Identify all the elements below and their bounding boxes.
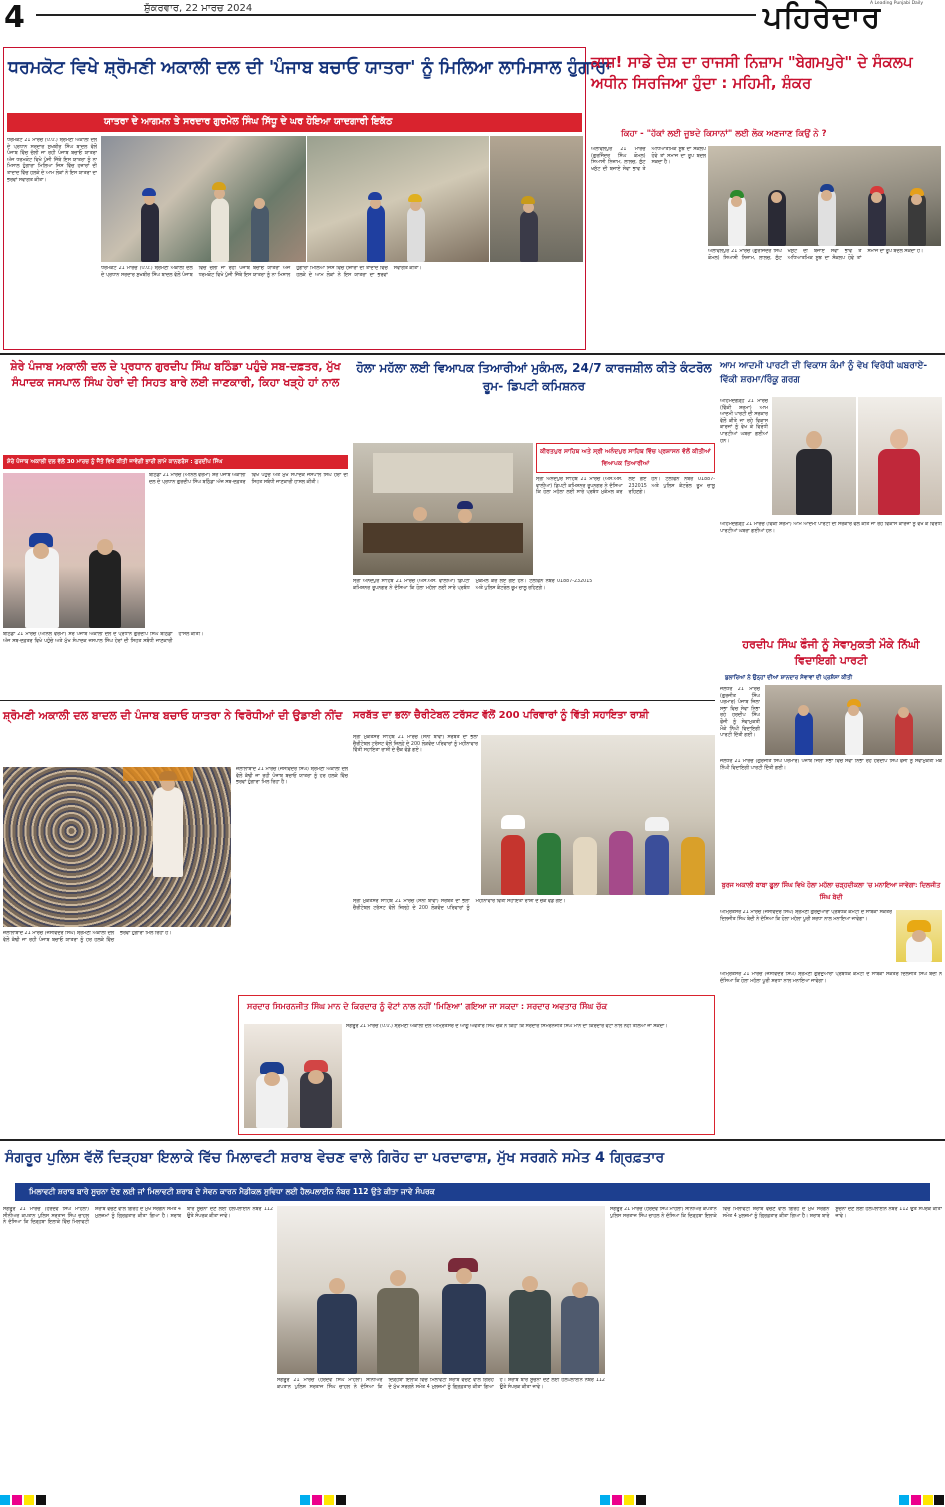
hardeep-body-left: ਜਲੰਧਰ 21 ਮਾਰਚ (ਗੁਰਜੀਤ ਸਿੰਘ ਪਰਮਾਰ) ਪੰਜਾਬ ਜਿਲਾ ਸਭਾ ਵਿਚ ਸੇਵਾ ਨਿਭਾ ਰਹੇ ਹਰਦੀਪ ਸਿੰਘ ਫੌਜੀ ਨੂੰ ਸੇਵਾਮੁਕਤੀ ਮੌਕੇ ਨਿੱਘੀ ਵਿਦਾਇਗੀ ਪਾਰਟੀ ਦਿੱਤੀ ਗਈ।: [720, 687, 760, 739]
right-top-headline: ਕਾਸ਼! ਸਾਡੇ ਦੇਸ਼ ਦਾ ਰਾਜਸੀ ਨਿਜ਼ਾਮ "ਬੇਗਮਪੁਰੇ" ਦੇ ਸੰਕਲਪ ਅਧੀਨ ਸਿਰਜਿਆ ਹੁੰਦਾ : ਮਹਿਮੀ, ਸ਼ੰਕਰ: [591, 53, 913, 92]
lead-photo-1: [101, 136, 306, 262]
aap-body-left: ਅਹਿਮਦਗੜ੍ਹ 21 ਮਾਰਚ (ਵਿੱਕੀ ਸ਼ਰਮਾ) ਆਮ ਆਦਮੀ ਪਾਰਟੀ ਦੀ ਸਰਕਾਰ ਵੱਲੋਂ ਕੀਤੇ ਜਾ ਰਹੇ ਵਿਕਾਸ ਕਾਰਜਾਂ ਨੂੰ ਵੇਖ ਕੇ ਵਿਰੋਧੀ ਪਾਰਟੀਆਂ ਘਬਰਾ ਗਈਆਂ ਹਨ।: [720, 399, 768, 444]
mela-story: [720, 880, 942, 1135]
hardeep-photo: [765, 685, 942, 755]
gurdeep-body-bottom: ਬਠਿੰਡਾ 21 ਮਾਰਚ (ਅਨਿਲ ਵਰਮਾ) ਸ਼ੇਰੇ ਪੰਜਾਬ ਅਕਾਲੀ ਦਲ ਦੇ ਪ੍ਰਧਾਨ ਗੁਰਦੀਪ ਸਿੰਘ ਬਠਿੰਡਾ ਅੱਜ ਸਬ-ਦਫ਼ਤਰ ਵਿਖੇ ਪਹੁੰਚੇ ਅਤੇ ਮੁੱਖ ਸੰਪਾਦਕ ਜਸਪਾਲ ਸਿੰਘ ਹੇਰਾਂ ਦੀ ਸਿਹਤ ਸਬੰਧੀ ਜਾਣਕਾਰੀ ਹਾਸਲ ਕੀਤੀ।: [3, 632, 204, 644]
hardeep-headline: ਹਰਦੀਪ ਸਿੰਘ ਫੌਜੀ ਨੂੰ ਸੇਵਾਮੁਕਤੀ ਮੌਕੇ ਨਿੱਘੀ ਵਿਦਾਇਗੀ ਪਾਰਟੀ: [742, 638, 920, 667]
gurdeep-body-right: ਬਠਿੰਡਾ 21 ਮਾਰਚ (ਅਨਿਲ ਵਰਮਾ) ਸ਼ੇਰੇ ਪੰਜਾਬ ਅਕਾਲੀ ਦਲ ਦੇ ਪ੍ਰਧਾਨ ਗੁਰਦੀਪ ਸਿੰਘ ਬਠਿੰਡਾ ਅੱਜ ਸਬ-ਦਫ਼ਤਰ ਵਿਖੇ ਪਹੁੰਚੇ ਅਤੇ ਮੁੱਖ ਸੰਪਾਦਕ ਜਸਪਾਲ ਸਿੰਘ ਹੇਰਾਂ ਦੀ ਸਿਹਤ ਸਬੰਧੀ ਜਾਣਕਾਰੀ ਹਾਸਲ ਕੀਤੀ।: [149, 473, 348, 485]
paper-tagline: A Leading Punjabi Daily: [870, 1, 923, 6]
masthead-date: ਸ਼ੁੱਕਰਵਾਰ, 22 ਮਾਰਚ 2024: [138, 3, 258, 14]
sarbat-body-left: ਸ੍ਰੀ ਮੁਕਤਸਰ ਸਾਹਿਬ 21 ਮਾਰਚ (ਸੰਨੀ ਬਾਵਾ) ਸਰਬੱਤ ਦਾ ਭਲਾ ਚੈਰੀਟੇਬਲ ਟਰੱਸਟ ਵੱਲੋਂ ਜ਼ਿਲ੍ਹੇ ਦੇ 200 ਲੋੜਵੰਦ ਪਰਿਵਾਰਾਂ ਨੂੰ ਮਹੀਨਾਵਾਰ ਵਿੱਤੀ ਸਹਾਇਤਾ ਰਾਸ਼ੀ ਦੇ ਚੈੱਕ ਵੰਡੇ ਗਏ।: [353, 735, 478, 754]
section-divider-2: [0, 700, 715, 701]
gurdeep-photo: [3, 473, 145, 628]
bottom-headline: ਸੰਗਰੂਰ ਪੁਲਿਸ ਵੱਲੋਂ ਦਿੜ੍ਹਬਾ ਇਲਾਕੇ ਵਿੱਚ ਮਿਲਾਵਟੀ ਸ਼ਰਾਬ ਵੇਚਣ ਵਾਲੇ ਗਿਰੋਹ ਦਾ ਪਰਦਾਫਾਸ਼, ਮੁੱਖ ਸਰਗਨੇ ਸਮੇਤ 4 ਗ੍ਰਿਫ਼ਤਾਰ: [5, 1150, 665, 1166]
aap-photo-1: [772, 397, 856, 515]
bottom-body-right: ਸੰਗਰੂਰ 21 ਮਾਰਚ (ਹਰਦੇਵ ਸਿੰਘ ਮਾਹਲਾ) ਸੀਨੀਅਰ ਕਪਤਾਨ ਪੁਲਿਸ ਸਰਤਾਜ ਸਿੰਘ ਚਾਹਲ ਨੇ ਦੱਸਿਆ ਕਿ ਦਿੜ੍ਹਬਾ ਇਲਾਕੇ ਵਿੱਚ ਮਿਲਾਵਟੀ ਸ਼ਰਾਬ ਵੇਚਣ ਵਾਲੇ ਗਿਰੋਹ ਦੇ ਮੁੱਖ ਸਰਗਨੇ ਸਮੇਤ 4 ਮੁਲਜ਼ਮਾਂ ਨੂੰ ਗ੍ਰਿਫ਼ਤਾਰ ਕੀਤਾ ਗਿਆ ਹੈ। ਸ਼ਰਾਬ ਬਾਰੇ ਸੂਚਨਾ ਦੇਣ ਲਈ ਹੈਲਪਲਾਈਨ ਨੰਬਰ 112 ਉਤੇ ਸੰਪਰਕ ਕੀਤਾ ਜਾਵੇ।: [610, 1207, 942, 1219]
paper-name: ਪਹਿਰੇਦਾਰ: [763, 0, 882, 35]
hola-body-bottom: ਸ੍ਰੀ ਅਨੰਦਪੁਰ ਸਾਹਿਬ 21 ਮਾਰਚ (ਐਸ.ਐਸ. ਵਾਲੀਆ) ਡਿਪਟੀ ਕਮਿਸ਼ਨਰ ਰੂਪਨਗਰ ਨੇ ਦੱਸਿਆ ਕਿ ਹੋਲਾ ਮਹੱਲਾ ਲਈ ਸਾਰੇ ਪ੍ਰਬੰਧ ਮੁਕੰਮਲ ਕਰ ਲਏ ਗਏ ਹਨ। ਟੈਲੀਫੋਨ ਨੰਬਰ 01887-232015 ਅਤੇ ਪੁਲਿਸ ਕੰਟਰੋਲ ਰੂਮ ਚਾਲੂ ਰਹਿਣਗੇ।: [353, 579, 593, 591]
lead-photo-2: [307, 136, 489, 262]
section-divider: [0, 353, 945, 355]
mela-body-top: ਅੰਮ੍ਰਿਤਸਰ 21 ਮਾਰਚ (ਜਸਵਿੰਦਰ ਸਿੰਘ) ਸ਼੍ਰੋਮਣੀ ਗੁਰਦੁਆਰਾ ਪ੍ਰਬੰਧਕ ਕਮੇਟੀ ਦੇ ਸਾਬਕਾ ਸਕੱਤਰ ਦਿਲਜੀਤ ਸਿੰਘ ਬੇਦੀ ਨੇ ਦੱਸਿਆ ਕਿ ਹੋਲਾ ਮਹੱਲਾ ਪੂਰੀ ਸ਼ਰਧਾ ਨਾਲ ਮਨਾਇਆ ਜਾਵੇਗਾ।: [720, 910, 892, 922]
lead-body-main: ਧਰਮਕੋਟ 21 ਮਾਰਚ (ਪ.ਪ.) ਸ਼੍ਰੋਮਣੀ ਅਕਾਲੀ ਦਲ ਦੇ ਪ੍ਰਧਾਨ ਸਰਦਾਰ ਸੁਖਬੀਰ ਸਿੰਘ ਬਾਦਲ ਵੱਲੋਂ ਪੰਜਾਬ ਵਿੱਚ ਚੱਲੀ ਜਾ ਰਹੀ ਪੰਜਾਬ ਬਚਾਓ ਯਾਤਰਾ ਅੱਜ ਧਰਮਕੋਟ ਵਿਖੇ ਪੁੱਜੀ ਜਿੱਥੇ ਇਸ ਯਾਤਰਾ ਨੂੰ ਨਾ ਮਿਸਾਲ ਹੁੰਗਾਰਾ ਮਿਲਿਆ ਜਿਸ ਵਿੱਚ ਹਜ਼ਾਰਾਂ ਦੀ ਤਾਦਾਦ ਵਿੱਚ ਹਲਕੇ ਦੇ ਆਮ ਲੋਕਾਂ ਨੇ ਇਸ ਯਾਤਰਾ ਦਾ ਭਰਵਾਂ ਸਵਾਗਤ ਕੀਤਾ।: [101, 266, 422, 278]
sarbat-story: [353, 705, 715, 990]
hardeep-story: [720, 635, 942, 875]
simranjit-photo: [244, 1024, 342, 1128]
hola-headline: ਹੋਲਾ ਮਹੱਲਾ ਲਈ ਵਿਆਪਕ ਤਿਆਰੀਆਂ ਮੁਕੰਮਲ, 24/7 ਕਾਰਜਸ਼ੀਲ ਕੀਤੇ ਕੰਟਰੋਲ ਰੂਮ- ਡਿਪਟੀ ਕਮਿਸ਼ਨਰ: [356, 361, 712, 393]
right-top-story: [591, 47, 942, 350]
lead-headline: ਧਰਮਕੋਟ ਵਿਖੇ ਸ਼੍ਰੋਮਣੀ ਅਕਾਲੀ ਦਲ ਦੀ 'ਪੰਜਾਬ ਬਚਾਓ ਯਾਤਰਾ' ਨੂੰ ਮਿਲਿਆ ਲਾਮਿਸਾਲ ਹੁੰਗਾਰਾ: [8, 58, 612, 78]
right-top-photo: [708, 146, 941, 246]
gurdeep-story: [3, 357, 348, 697]
mela-headline: ਬੁਰਜ ਅਕਾਲੀ ਬਾਬਾ ਫੂਲਾ ਸਿੰਘ ਵਿਖੇ ਹੋਲਾ ਮਹੱਲਾ ਚੜ੍ਹਦੀਕਲਾ 'ਚ ਮਨਾਇਆ ਜਾਵੇਗਾ: ਦਿਲਜੀਤ ਸਿੰਘ ਬੇਦੀ: [721, 882, 941, 901]
right-top-body-1: ਅਲਾਵਲਪੁਰ 21 ਮਾਰਚ (ਗੁਰਜਿੰਦਰ ਸਿੰਘ ਕੋਮਲ) ਸਿਆਸੀ ਨਿਜ਼ਾਮ, ਲਾਲਚ, ਲੁੱਟ ਖਸੁੱਟ ਦੀ ਬਜਾਏ ਸੇਵਾ ਭਾਵ ਤੇ ਅਧਿਆਤਮਿਕ ਸੂਝ ਦਾ ਸੰਕਲਪ ਹੋਵੇ ਤਾਂ ਸਮਾਜ ਦਾ ਰੂਪ ਬਦਲ ਸਕਦਾ ਹੈ।: [591, 147, 706, 172]
lead-body-col1: ਧਰਮਕੋਟ 21 ਮਾਰਚ (ਪ.ਪ.) ਸ਼੍ਰੋਮਣੀ ਅਕਾਲੀ ਦਲ ਦੇ ਪ੍ਰਧਾਨ ਸਰਦਾਰ ਸੁਖਬੀਰ ਸਿੰਘ ਬਾਦਲ ਵੱਲੋਂ ਪੰਜਾਬ ਵਿੱਚ ਚੱਲੀ ਜਾ ਰਹੀ ਪੰਜਾਬ ਬਚਾਓ ਯਾਤਰਾ ਅੱਜ ਧਰਮਕੋਟ ਵਿਖੇ ਪੁੱਜੀ ਜਿੱਥੇ ਇਸ ਯਾਤਰਾ ਨੂੰ ਨਾ ਮਿਸਾਲ ਹੁੰਗਾਰਾ ਮਿਲਿਆ ਜਿਸ ਵਿੱਚ ਹਜ਼ਾਰਾਂ ਦੀ ਤਾਦਾਦ ਵਿੱਚ ਹਲਕੇ ਦੇ ਆਮ ਲੋਕਾਂ ਨੇ ਇਸ ਯਾਤਰਾ ਦਾ ਭਰਵਾਂ ਸਵਾਗਤ ਕੀਤਾ।: [7, 138, 97, 183]
hola-story: [353, 357, 715, 697]
print-color-bar: [0, 1493, 945, 1507]
right-top-body-2: ਅਲਾਵਲਪੁਰ 21 ਮਾਰਚ (ਗੁਰਜਿੰਦਰ ਸਿੰਘ ਕੋਮਲ) ਸਿਆਸੀ ਨਿਜ਼ਾਮ, ਲਾਲਚ, ਲੁੱਟ ਖਸੁੱਟ ਦੀ ਬਜਾਏ ਸੇਵਾ ਭਾਵ ਤੇ ਅਧਿਆਤਮਿਕ ਸੂਝ ਦਾ ਸੰਕਲਪ ਹੋਵੇ ਤਾਂ ਸਮਾਜ ਦਾ ਰੂਪ ਬਦਲ ਸਕਦਾ ਹੈ।: [708, 249, 924, 261]
mela-photo: [896, 910, 942, 962]
opposition-photo: [3, 767, 231, 927]
hola-subhead: ਕੀਰਤਪੁਰ ਸਾਹਿਬ ਅਤੇ ਸ੍ਰੀ ਅਨੰਦਪੁਰ ਸਾਹਿਬ ਵਿੱਚ ਪ੍ਰਸ਼ਾਸਨ ਵੱਲੋਂ ਕੀਤੀਆਂ ਵਿਆਪਕ ਤਿਆਰੀਆਂ: [540, 448, 711, 467]
hardeep-body: ਜਲੰਧਰ 21 ਮਾਰਚ (ਗੁਰਜੀਤ ਸਿੰਘ ਪਰਮਾਰ) ਪੰਜਾਬ ਜਿਲਾ ਸਭਾ ਵਿਚ ਸੇਵਾ ਨਿਭਾ ਰਹੇ ਹਰਦੀਪ ਸਿੰਘ ਫੌਜੀ ਨੂੰ ਸੇਵਾਮੁਕਤੀ ਮੌਕੇ ਨਿੱਘੀ ਵਿਦਾਇਗੀ ਪਾਰਟੀ ਦਿੱਤੀ ਗਈ।: [720, 759, 942, 771]
sarbat-headline: ਸਰਬੱਤ ਦਾ ਭਲਾ ਚੈਰੀਟੇਬਲ ਟਰੱਸਟ ਵੱਲੋਂ 200 ਪਰਿਵਾਰਾਂ ਨੂੰ ਵਿੱਤੀ ਸਹਾਇਤਾ ਰਾਸ਼ੀ: [353, 710, 649, 721]
right-top-kicker: ਕਿਹਾ - "ਹੱਕਾਂ ਲਈ ਜੂਝਦੇ ਕਿਸਾਨਾਂ" ਲਈ ਲੋਕ ਅਣਜਾਣ ਕਿਉਂ ਨੇ ?: [621, 129, 827, 139]
simranjit-body: ਸੰਗਰੂਰ 21 ਮਾਰਚ (ਪ.ਪ.) ਸ਼੍ਰੋਮਣੀ ਅਕਾਲੀ ਦਲ ਅੰਮ੍ਰਿਤਸਰ ਦੇ ਆਗੂ ਅਵਤਾਰ ਸਿੰਘ ਚੱਕ ਨੇ ਕਿਹਾ ਕਿ ਸਰਦਾਰ ਸਿਮਰਨਜੀਤ ਸਿੰਘ ਮਾਨ ਦਾ ਕਿਰਦਾਰ ਵੋਟਾਂ ਨਾਲ ਨਹੀਂ ਤੋਲਿਆ ਜਾ ਸਕਦਾ।: [346, 1024, 668, 1029]
lead-subhead: ਯਾਤਰਾ ਦੇ ਆਗਮਨ ਤੇ ਸਰਦਾਰ ਗੁਰਮੇਲ ਸਿੰਘ ਸਿੱਧੂ ਦੇ ਘਰ ਹੋਇਆ ਯਾਦਗਾਰੀ ਇਕੱਠ: [104, 116, 393, 127]
gurdeep-subhead: ਸ਼ੇਰੇ ਪੰਜਾਬ ਅਕਾਲੀ ਦਲ ਵੱਲੋਂ 30 ਮਾਰਚ ਨੂੰ ਜੈਤੋ ਵਿਖੇ ਕੀਤੀ ਜਾਵੇਗੀ ਭਾਰੀ ਲਾਮੇ ਕਾਨਫਰੰਸ : ਗੁਰਦੀਪ ਸਿੰਘ: [3, 455, 348, 469]
gurdeep-headline: ਸ਼ੇਰੇ ਪੰਜਾਬ ਅਕਾਲੀ ਦਲ ਦੇ ਪ੍ਰਧਾਨ ਗੁਰਦੀਪ ਸਿੰਘ ਬਠਿੰਡਾ ਪਹੁੰਚੇ ਸਬ-ਦਫ਼ਤਰ, ਮੁੱਖ ਸੰਪਾਦਕ ਜਸਪਾਲ ਸਿੰਘ ਹੇਰਾਂ ਦੀ ਸਿਹਤ ਬਾਰੇ ਲਈ ਜਾਣਕਾਰੀ, ਕਿਹਾ ਖੜ੍ਹੇ ਹਾਂ ਨਾਲ: [10, 360, 341, 389]
hardeep-kicker: ਬੁਲਾਰਿਆਂ ਨੇ ਉਨ੍ਹਾਂ ਦੀਆਂ ਸ਼ਾਨਦਾਰ ਸੇਵਾਵਾਂ ਦੀ ਪ੍ਰਸ਼ੰਸਾ ਕੀਤੀ: [725, 675, 853, 681]
simranjit-story: [238, 995, 715, 1135]
aap-headline: ਆਮ ਆਦਮੀ ਪਾਰਟੀ ਦੀ ਵਿਕਾਸ ਕੰਮਾਂ ਨੂੰ ਵੇਖ ਵਿਰੋਧੀ ਘਬਰਾਏ-ਵਿੱਕੀ ਸ਼ਰਮਾ/ਰਿੰਕੂ ਗਰਗ: [720, 361, 928, 385]
lead-photo-3: [490, 136, 583, 262]
mela-body: ਅੰਮ੍ਰਿਤਸਰ 21 ਮਾਰਚ (ਜਸਵਿੰਦਰ ਸਿੰਘ) ਸ਼੍ਰੋਮਣੀ ਗੁਰਦੁਆਰਾ ਪ੍ਰਬੰਧਕ ਕਮੇਟੀ ਦੇ ਸਾਬਕਾ ਸਕੱਤਰ ਦਿਲਜੀਤ ਸਿੰਘ ਬੇਦੀ ਨੇ ਦੱਸਿਆ ਕਿ ਹੋਲਾ ਮਹੱਲਾ ਪੂਰੀ ਸ਼ਰਧਾ ਨਾਲ ਮਨਾਇਆ ਜਾਵੇਗਾ।: [720, 972, 942, 984]
bottom-subhead: ਮਿਲਾਵਟੀ ਸ਼ਰਾਬ ਬਾਰੇ ਸੂਚਨਾ ਦੇਣ ਲਈ ਜਾਂ ਮਿਲਾਵਟੀ ਸ਼ਰਾਬ ਦੇ ਸੇਵਨ ਕਾਰਨ ਮੈਡੀਕਲ ਸੁਵਿਧਾ ਲਈ ਹੈਲਪਲਾਈਨ ਨੰਬਰ 112 ਉਤੇ ਕੀਤਾ ਜਾਵੇ ਸੰਪਰਕ: [15, 1183, 930, 1201]
sarbat-body-bottom: ਸ੍ਰੀ ਮੁਕਤਸਰ ਸਾਹਿਬ 21 ਮਾਰਚ (ਸੰਨੀ ਬਾਵਾ) ਸਰਬੱਤ ਦਾ ਭਲਾ ਚੈਰੀਟੇਬਲ ਟਰੱਸਟ ਵੱਲੋਂ ਜ਼ਿਲ੍ਹੇ ਦੇ 200 ਲੋੜਵੰਦ ਪਰਿਵਾਰਾਂ ਨੂੰ ਮਹੀਨਾਵਾਰ ਵਿੱਤੀ ਸਹਾਇਤਾ ਰਾਸ਼ੀ ਦੇ ਚੈੱਕ ਵੰਡੇ ਗਏ।: [353, 899, 566, 911]
lead-story: [3, 47, 612, 350]
aap-body-main: ਅਹਿਮਦਗੜ੍ਹ 21 ਮਾਰਚ (ਵਿੱਕੀ ਸ਼ਰਮਾ) ਆਮ ਆਦਮੀ ਪਾਰਟੀ ਦੀ ਸਰਕਾਰ ਵੱਲੋਂ ਕੀਤੇ ਜਾ ਰਹੇ ਵਿਕਾਸ ਕਾਰਜਾਂ ਨੂੰ ਵੇਖ ਕੇ ਵਿਰੋਧੀ ਪਾਰਟੀਆਂ ਘਬਰਾ ਗਈਆਂ ਹਨ।: [720, 522, 942, 534]
masthead: [0, 0, 945, 40]
bottom-body-left: ਸੰਗਰੂਰ 21 ਮਾਰਚ (ਹਰਦੇਵ ਸਿੰਘ ਮਾਹਲਾ) ਸੀਨੀਅਰ ਕਪਤਾਨ ਪੁਲਿਸ ਸਰਤਾਜ ਸਿੰਘ ਚਾਹਲ ਨੇ ਦੱਸਿਆ ਕਿ ਦਿੜ੍ਹਬਾ ਇਲਾਕੇ ਵਿੱਚ ਮਿਲਾਵਟੀ ਸ਼ਰਾਬ ਵੇਚਣ ਵਾਲੇ ਗਿਰੋਹ ਦੇ ਮੁੱਖ ਸਰਗਨੇ ਸਮੇਤ 4 ਮੁਲਜ਼ਮਾਂ ਨੂੰ ਗ੍ਰਿਫ਼ਤਾਰ ਕੀਤਾ ਗਿਆ ਹੈ। ਸ਼ਰਾਬ ਬਾਰੇ ਸੂਚਨਾ ਦੇਣ ਲਈ ਹੈਲਪਲਾਈਨ ਨੰਬਰ 112 ਉਤੇ ਸੰਪਰਕ ਕੀਤਾ ਜਾਵੇ।: [3, 1207, 273, 1226]
opposition-body-right: ਜ਼ਲਾਲਾਬਾਦ 21 ਮਾਰਚ (ਜਸਵਿੰਦਰ ਸਿੰਘ) ਸ਼੍ਰੋਮਣੀ ਅਕਾਲੀ ਦਲ ਵੱਲੋਂ ਕੱਢੀ ਜਾ ਰਹੀ ਪੰਜਾਬ ਬਚਾਓ ਯਾਤਰਾ ਨੂੰ ਹਰ ਹਲਕੇ ਵਿੱਚ ਭਰਵਾਂ ਹੁੰਗਾਰਾ ਮਿਲ ਰਿਹਾ ਹੈ।: [236, 767, 348, 786]
bottom-story: [3, 1143, 942, 1491]
page-number: 4: [4, 0, 25, 35]
section-divider-3: [0, 1139, 945, 1141]
opposition-headline: ਸ਼੍ਰੋਮਣੀ ਅਕਾਲੀ ਦਲ ਬਾਦਲ ਦੀ ਪੰਜਾਬ ਬਚਾਓ ਯਾਤਰਾ ਨੇ ਵਿਰੋਧੀਆਂ ਦੀ ਉਡਾਈ ਨੀਂਦ: [3, 709, 343, 722]
sarbat-photo: [481, 735, 715, 895]
opposition-body-bottom: ਜ਼ਲਾਲਾਬਾਦ 21 ਮਾਰਚ (ਜਸਵਿੰਦਰ ਸਿੰਘ) ਸ਼੍ਰੋਮਣੀ ਅਕਾਲੀ ਦਲ ਵੱਲੋਂ ਕੱਢੀ ਜਾ ਰਹੀ ਪੰਜਾਬ ਬਚਾਓ ਯਾਤਰਾ ਨੂੰ ਹਰ ਹਲਕੇ ਵਿੱਚ ਭਰਵਾਂ ਹੁੰਗਾਰਾ ਮਿਲ ਰਿਹਾ ਹੈ।: [3, 931, 172, 943]
aap-photo-2: [858, 397, 942, 515]
simranjit-headline: ਸਰਦਾਰ ਸਿਮਰਨਜੀਤ ਸਿੰਘ ਮਾਨ ਦੇ ਕਿਰਦਾਰ ਨੂੰ ਵੋਟਾਂ ਨਾਲ ਨਹੀਂ 'ਮਿਣਿਆ' ਗਇਆ ਜਾ ਸਕਦਾ : ਸਰਦਾਰ ਅਵਤਾਰ ਸਿੰਘ ਚੱਕ: [247, 1002, 608, 1011]
bottom-photo: [277, 1206, 605, 1374]
bottom-body-under-photo: ਸੰਗਰੂਰ 21 ਮਾਰਚ (ਹਰਦੇਵ ਸਿੰਘ ਮਾਹਲਾ) ਸੀਨੀਅਰ ਕਪਤਾਨ ਪੁਲਿਸ ਸਰਤਾਜ ਸਿੰਘ ਚਾਹਲ ਨੇ ਦੱਸਿਆ ਕਿ ਦਿੜ੍ਹਬਾ ਇਲਾਕੇ ਵਿੱਚ ਮਿਲਾਵਟੀ ਸ਼ਰਾਬ ਵੇਚਣ ਵਾਲੇ ਗਿਰੋਹ ਦੇ ਮੁੱਖ ਸਰਗਨੇ ਸਮੇਤ 4 ਮੁਲਜ਼ਮਾਂ ਨੂੰ ਗ੍ਰਿਫ਼ਤਾਰ ਕੀਤਾ ਗਿਆ ਹੈ। ਸ਼ਰਾਬ ਬਾਰੇ ਸੂਚਨਾ ਦੇਣ ਲਈ ਹੈਲਪਲਾਈਨ ਨੰਬਰ 112 ਉਤੇ ਸੰਪਰਕ ਕੀਤਾ ਜਾਵੇ।: [277, 1378, 605, 1390]
hola-photo: [353, 443, 533, 575]
header-rule: [36, 14, 756, 16]
hola-body-right: ਸ੍ਰੀ ਅਨੰਦਪੁਰ ਸਾਹਿਬ 21 ਮਾਰਚ (ਐਸ.ਐਸ. ਵਾਲੀਆ) ਡਿਪਟੀ ਕਮਿਸ਼ਨਰ ਰੂਪਨਗਰ ਨੇ ਦੱਸਿਆ ਕਿ ਹੋਲਾ ਮਹੱਲਾ ਲਈ ਸਾਰੇ ਪ੍ਰਬੰਧ ਮੁਕੰਮਲ ਕਰ ਲਏ ਗਏ ਹਨ। ਟੈਲੀਫੋਨ ਨੰਬਰ 01887-232015 ਅਤੇ ਪੁਲਿਸ ਕੰਟਰੋਲ ਰੂਮ ਚਾਲੂ ਰਹਿਣਗੇ।: [536, 477, 715, 496]
aap-story: [720, 357, 942, 662]
